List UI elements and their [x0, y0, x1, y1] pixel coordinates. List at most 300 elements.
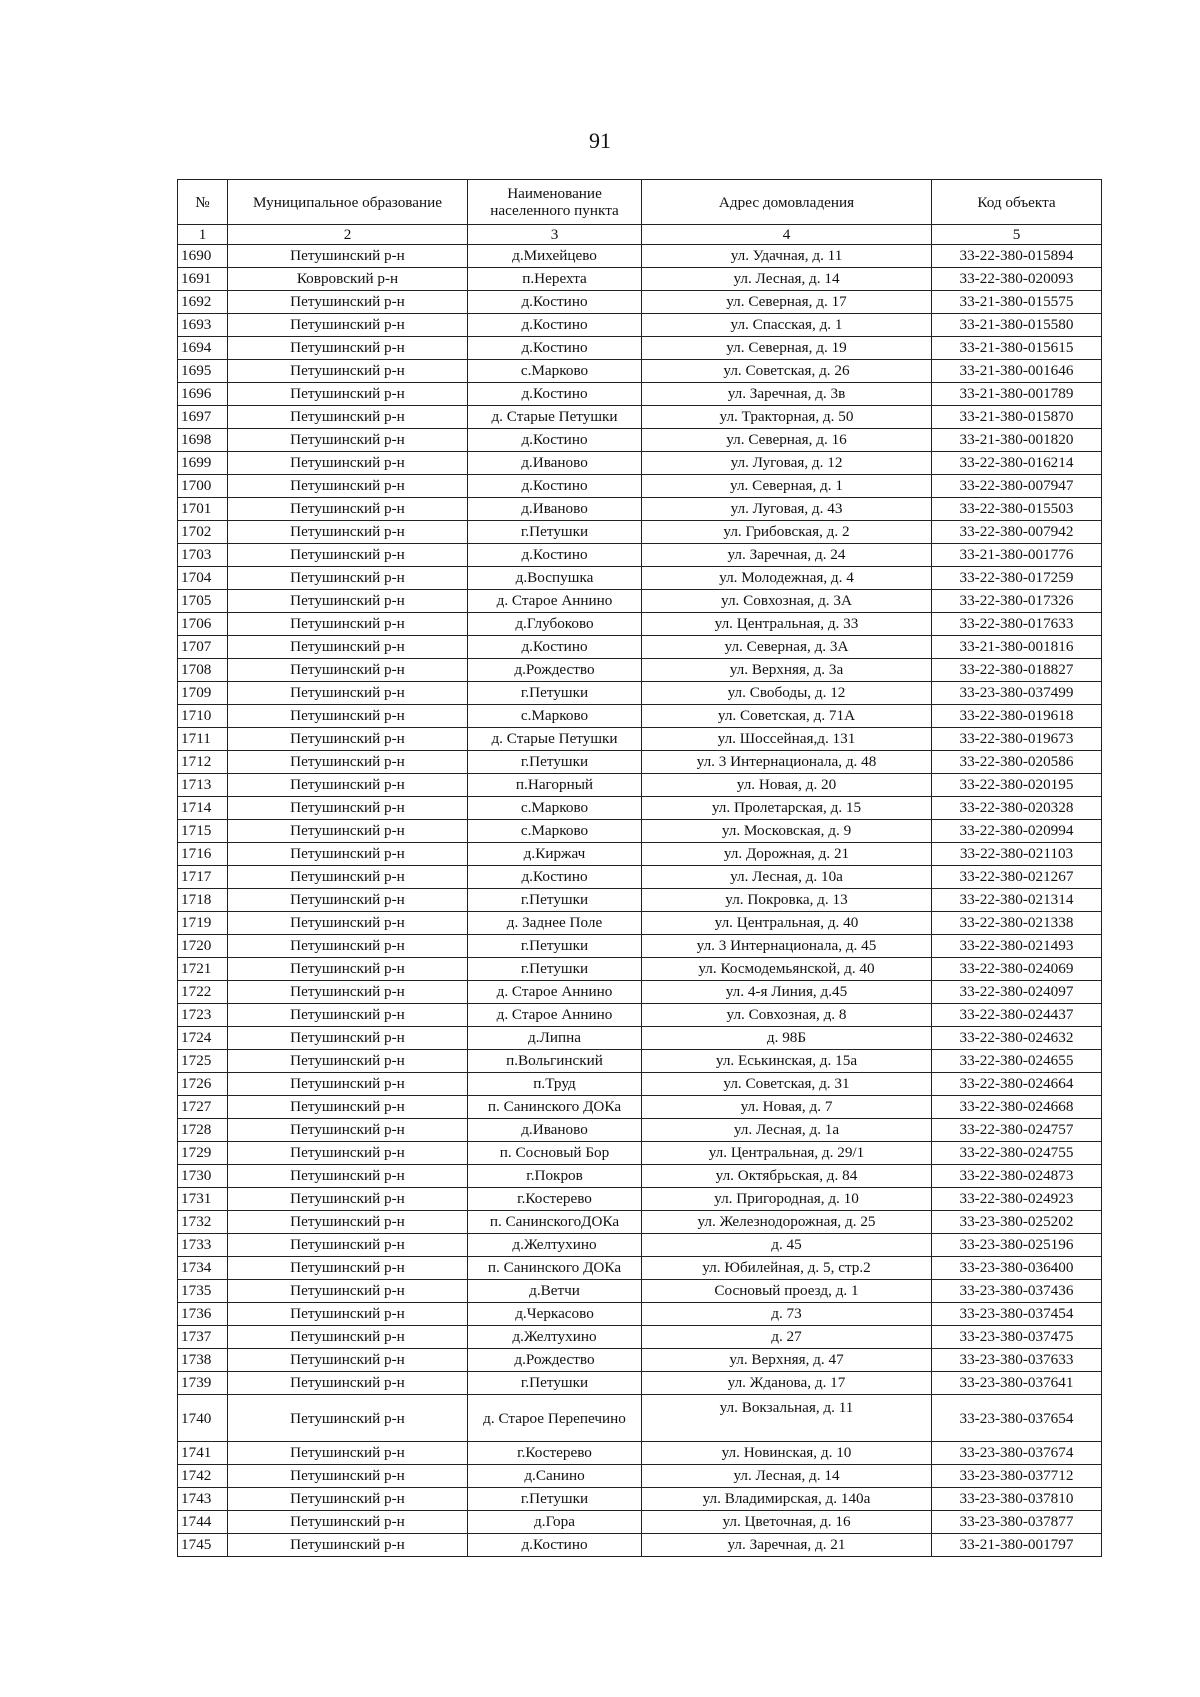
object-code-cell: 33-22-380-024632	[932, 1027, 1102, 1050]
row-number-cell: 1693	[178, 314, 228, 337]
settlement-cell: д. Старое Аннино	[468, 1004, 642, 1027]
municipality-cell: Петушинский р-н	[228, 912, 468, 935]
object-code-cell: 33-23-380-037877	[932, 1511, 1102, 1534]
municipality-cell: Петушинский р-н	[228, 291, 468, 314]
table-row	[178, 1004, 1102, 1027]
header-object-code: Код объекта	[932, 180, 1102, 225]
municipality-cell: Петушинский р-н	[228, 245, 468, 268]
municipality-cell: Петушинский р-н	[228, 567, 468, 590]
settlement-cell: д.Иваново	[468, 498, 642, 521]
address-cell: ул. Пролетарская, д. 15	[642, 797, 932, 820]
row-number-cell: 1745	[178, 1534, 228, 1557]
object-code-cell: 33-22-380-015894	[932, 245, 1102, 268]
table-row	[178, 1534, 1102, 1557]
address-cell: ул. Заречная, д. 21	[642, 1534, 932, 1557]
object-code-cell: 33-22-380-021314	[932, 889, 1102, 912]
object-code-cell: 33-22-380-024097	[932, 981, 1102, 1004]
row-number-cell: 1726	[178, 1073, 228, 1096]
address-cell: д. 98Б	[642, 1027, 932, 1050]
row-number-cell: 1696	[178, 383, 228, 406]
municipality-cell: Петушинский р-н	[228, 383, 468, 406]
row-number-cell: 1719	[178, 912, 228, 935]
municipality-cell: Петушинский р-н	[228, 1211, 468, 1234]
address-cell: ул. Луговая, д. 43	[642, 498, 932, 521]
settlement-cell: д. Старые Петушки	[468, 728, 642, 751]
municipality-cell: Петушинский р-н	[228, 475, 468, 498]
row-number-cell: 1718	[178, 889, 228, 912]
address-cell: ул. Совхозная, д. 3А	[642, 590, 932, 613]
municipality-cell: Петушинский р-н	[228, 1004, 468, 1027]
table-row	[178, 912, 1102, 935]
municipality-cell: Петушинский р-н	[228, 521, 468, 544]
row-number-cell: 1722	[178, 981, 228, 1004]
row-number-cell: 1710	[178, 705, 228, 728]
object-code-cell: 33-22-380-007947	[932, 475, 1102, 498]
settlement-cell: д.Костино	[468, 314, 642, 337]
table-row	[178, 1349, 1102, 1372]
settlement-cell: г.Костерево	[468, 1442, 642, 1465]
table-row	[178, 268, 1102, 291]
table-row	[178, 590, 1102, 613]
municipality-cell: Петушинский р-н	[228, 1280, 468, 1303]
address-cell: ул. Северная, д. 1	[642, 475, 932, 498]
row-number-cell: 1705	[178, 590, 228, 613]
municipality-cell: Петушинский р-н	[228, 1257, 468, 1280]
municipality-cell: Петушинский р-н	[228, 613, 468, 636]
settlement-cell: с.Марково	[468, 820, 642, 843]
object-code-cell: 33-23-380-037674	[932, 1442, 1102, 1465]
municipality-cell: Петушинский р-н	[228, 1050, 468, 1073]
column-number: 3	[468, 225, 642, 245]
address-cell: ул. Пригородная, д. 10	[642, 1188, 932, 1211]
address-cell: ул. Центральная, д. 29/1	[642, 1142, 932, 1165]
address-cell: ул. Тракторная, д. 50	[642, 406, 932, 429]
settlement-cell: г.Петушки	[468, 682, 642, 705]
row-number-cell: 1720	[178, 935, 228, 958]
row-number-cell: 1725	[178, 1050, 228, 1073]
row-number-cell: 1691	[178, 268, 228, 291]
settlement-cell: д.Липна	[468, 1027, 642, 1050]
address-cell: ул. Железнодорожная, д. 25	[642, 1211, 932, 1234]
settlement-cell: с.Марково	[468, 360, 642, 383]
column-number: 2	[228, 225, 468, 245]
municipality-cell: Ковровский р-н	[228, 268, 468, 291]
address-cell: ул. Новая, д. 20	[642, 774, 932, 797]
settlement-cell: п. Сосновый Бор	[468, 1142, 642, 1165]
municipality-cell: Петушинский р-н	[228, 981, 468, 1004]
row-number-cell: 1701	[178, 498, 228, 521]
table-row	[178, 1326, 1102, 1349]
object-code-cell: 33-23-380-025196	[932, 1234, 1102, 1257]
address-cell: ул. Цветочная, д. 16	[642, 1511, 932, 1534]
settlement-cell: д. Заднее Поле	[468, 912, 642, 935]
municipality-cell: Петушинский р-н	[228, 1188, 468, 1211]
address-cell: ул. Вокзальная, д. 11	[642, 1395, 932, 1442]
table-row	[178, 1511, 1102, 1534]
table-row	[178, 245, 1102, 268]
object-code-cell: 33-22-380-015503	[932, 498, 1102, 521]
municipality-cell: Петушинский р-н	[228, 935, 468, 958]
address-cell: ул. Лесная, д. 14	[642, 1465, 932, 1488]
object-code-cell: 33-23-380-037475	[932, 1326, 1102, 1349]
row-number-cell: 1737	[178, 1326, 228, 1349]
row-number-cell: 1733	[178, 1234, 228, 1257]
municipality-cell: Петушинский р-н	[228, 1027, 468, 1050]
table-row	[178, 1280, 1102, 1303]
municipality-cell: Петушинский р-н	[228, 1303, 468, 1326]
object-code-cell: 33-21-380-015870	[932, 406, 1102, 429]
object-code-cell: 33-23-380-025202	[932, 1211, 1102, 1234]
object-code-cell: 33-23-380-037633	[932, 1349, 1102, 1372]
table-row	[178, 544, 1102, 567]
table-row	[178, 1372, 1102, 1395]
object-code-cell: 33-22-380-016214	[932, 452, 1102, 475]
object-code-cell: 33-22-380-018827	[932, 659, 1102, 682]
column-number: 4	[642, 225, 932, 245]
row-number-cell: 1703	[178, 544, 228, 567]
row-number-cell: 1729	[178, 1142, 228, 1165]
table-row	[178, 935, 1102, 958]
row-number-cell: 1714	[178, 797, 228, 820]
address-cell: ул. Центральная, д. 40	[642, 912, 932, 935]
address-cell: ул. Новая, д. 7	[642, 1096, 932, 1119]
object-code-cell: 33-23-380-036400	[932, 1257, 1102, 1280]
header-number: №	[178, 180, 228, 225]
row-number-cell: 1695	[178, 360, 228, 383]
object-code-cell: 33-23-380-037454	[932, 1303, 1102, 1326]
table-row	[178, 1211, 1102, 1234]
object-code-cell: 33-22-380-021493	[932, 935, 1102, 958]
row-number-cell: 1699	[178, 452, 228, 475]
object-code-cell: 33-22-380-021267	[932, 866, 1102, 889]
settlement-cell: д.Желтухино	[468, 1234, 642, 1257]
settlement-cell: п.Труд	[468, 1073, 642, 1096]
table-row	[178, 337, 1102, 360]
address-cell: ул. Северная, д. 16	[642, 429, 932, 452]
object-code-cell: 33-23-380-037641	[932, 1372, 1102, 1395]
address-cell: д. 27	[642, 1326, 932, 1349]
table-body	[178, 245, 1102, 1557]
address-cell: ул. Лесная, д. 1а	[642, 1119, 932, 1142]
table-row	[178, 682, 1102, 705]
row-number-cell: 1727	[178, 1096, 228, 1119]
row-number-cell: 1708	[178, 659, 228, 682]
column-number: 5	[932, 225, 1102, 245]
object-code-cell: 33-22-380-020586	[932, 751, 1102, 774]
settlement-cell: д.Рождество	[468, 1349, 642, 1372]
address-cell: ул. Владимирская, д. 140а	[642, 1488, 932, 1511]
settlement-cell: д.Михейцево	[468, 245, 642, 268]
municipality-cell: Петушинский р-н	[228, 1372, 468, 1395]
address-cell: ул. 3 Интернационала, д. 48	[642, 751, 932, 774]
object-code-cell: 33-23-380-037810	[932, 1488, 1102, 1511]
settlement-cell: п.Нерехта	[468, 268, 642, 291]
municipality-cell: Петушинский р-н	[228, 1511, 468, 1534]
address-cell: ул. 4-я Линия, д.45	[642, 981, 932, 1004]
address-cell: ул. Северная, д. 19	[642, 337, 932, 360]
page-number: 91	[589, 128, 611, 153]
row-number-cell: 1735	[178, 1280, 228, 1303]
address-cell: ул. Советская, д. 26	[642, 360, 932, 383]
object-code-cell: 33-22-380-020195	[932, 774, 1102, 797]
municipality-cell: Петушинский р-н	[228, 659, 468, 682]
municipality-cell: Петушинский р-н	[228, 889, 468, 912]
row-number-cell: 1724	[178, 1027, 228, 1050]
settlement-cell: п. СанинскогоДОКа	[468, 1211, 642, 1234]
address-cell: ул. Лесная, д. 10а	[642, 866, 932, 889]
municipality-cell: Петушинский р-н	[228, 1326, 468, 1349]
settlement-cell: г.Петушки	[468, 521, 642, 544]
settlement-cell: д.Костино	[468, 429, 642, 452]
municipality-cell: Петушинский р-н	[228, 682, 468, 705]
municipality-cell: Петушинский р-н	[228, 406, 468, 429]
address-cell: ул. Свободы, д. 12	[642, 682, 932, 705]
object-code-cell: 33-21-380-001776	[932, 544, 1102, 567]
settlement-cell: г.Костерево	[468, 1188, 642, 1211]
table-row	[178, 1257, 1102, 1280]
object-code-cell: 33-22-380-021338	[932, 912, 1102, 935]
settlement-cell: д.Костино	[468, 475, 642, 498]
object-code-cell: 33-22-380-024664	[932, 1073, 1102, 1096]
settlement-cell: г.Петушки	[468, 958, 642, 981]
table-row	[178, 1465, 1102, 1488]
object-code-cell: 33-22-380-024668	[932, 1096, 1102, 1119]
object-code-cell: 33-23-380-037499	[932, 682, 1102, 705]
municipality-cell: Петушинский р-н	[228, 1465, 468, 1488]
settlement-cell: д.Иваново	[468, 452, 642, 475]
address-cell: ул. Молодежная, д. 4	[642, 567, 932, 590]
settlement-cell: д. Старые Петушки	[468, 406, 642, 429]
address-cell: ул. Северная, д. 3А	[642, 636, 932, 659]
table-row	[178, 843, 1102, 866]
table-row	[178, 889, 1102, 912]
municipality-cell: Петушинский р-н	[228, 797, 468, 820]
address-cell: ул. Верхняя, д. 3а	[642, 659, 932, 682]
object-code-cell: 33-22-380-024069	[932, 958, 1102, 981]
settlement-cell: д.Рождество	[468, 659, 642, 682]
column-number-row	[178, 225, 1102, 245]
row-number-cell: 1707	[178, 636, 228, 659]
row-number-cell: 1697	[178, 406, 228, 429]
row-number-cell: 1723	[178, 1004, 228, 1027]
row-number-cell: 1692	[178, 291, 228, 314]
table-row	[178, 636, 1102, 659]
settlement-cell: д. Старое Аннино	[468, 590, 642, 613]
municipality-cell: Петушинский р-н	[228, 337, 468, 360]
object-code-cell: 33-22-380-024655	[932, 1050, 1102, 1073]
object-code-cell: 33-22-380-019618	[932, 705, 1102, 728]
address-registry-table	[177, 179, 1102, 1557]
table-row	[178, 1073, 1102, 1096]
table-row	[178, 1050, 1102, 1073]
settlement-cell: п.Нагорный	[468, 774, 642, 797]
table-row	[178, 705, 1102, 728]
settlement-cell: д. Старое Аннино	[468, 981, 642, 1004]
object-code-cell: 33-21-380-001789	[932, 383, 1102, 406]
row-number-cell: 1702	[178, 521, 228, 544]
municipality-cell: Петушинский р-н	[228, 1142, 468, 1165]
row-number-cell: 1744	[178, 1511, 228, 1534]
header-municipality: Муниципальное образование	[228, 180, 468, 225]
object-code-cell: 33-21-380-001820	[932, 429, 1102, 452]
object-code-cell: 33-22-380-024923	[932, 1188, 1102, 1211]
municipality-cell: Петушинский р-н	[228, 1165, 468, 1188]
table-row	[178, 452, 1102, 475]
table-row	[178, 1234, 1102, 1257]
settlement-cell: д.Костино	[468, 544, 642, 567]
table-row	[178, 797, 1102, 820]
object-code-cell: 33-21-380-001646	[932, 360, 1102, 383]
municipality-cell: Петушинский р-н	[228, 1395, 468, 1442]
address-cell: ул. Верхняя, д. 47	[642, 1349, 932, 1372]
object-code-cell: 33-22-380-017326	[932, 590, 1102, 613]
address-cell: ул. Заречная, д. 3в	[642, 383, 932, 406]
municipality-cell: Петушинский р-н	[228, 314, 468, 337]
settlement-cell: д.Глубоково	[468, 613, 642, 636]
row-number-cell: 1736	[178, 1303, 228, 1326]
settlement-cell: д.Костино	[468, 337, 642, 360]
address-cell: ул. Центральная, д. 33	[642, 613, 932, 636]
table-header-row	[178, 180, 1102, 225]
table-row	[178, 383, 1102, 406]
row-number-cell: 1730	[178, 1165, 228, 1188]
address-cell: д. 45	[642, 1234, 932, 1257]
municipality-cell: Петушинский р-н	[228, 1534, 468, 1557]
row-number-cell: 1698	[178, 429, 228, 452]
table-row	[178, 774, 1102, 797]
row-number-cell: 1734	[178, 1257, 228, 1280]
table-row	[178, 429, 1102, 452]
settlement-cell: д.Ветчи	[468, 1280, 642, 1303]
table-row	[178, 866, 1102, 889]
municipality-cell: Петушинский р-н	[228, 1442, 468, 1465]
table-row	[178, 728, 1102, 751]
row-number-cell: 1709	[178, 682, 228, 705]
municipality-cell: Петушинский р-н	[228, 774, 468, 797]
object-code-cell: 33-21-380-015575	[932, 291, 1102, 314]
object-code-cell: 33-22-380-007942	[932, 521, 1102, 544]
settlement-cell: п.Вольгинский	[468, 1050, 642, 1073]
municipality-cell: Петушинский р-н	[228, 544, 468, 567]
table-row	[178, 498, 1102, 521]
table-row	[178, 1165, 1102, 1188]
row-number-cell: 1712	[178, 751, 228, 774]
address-cell: ул. Еськинская, д. 15а	[642, 1050, 932, 1073]
address-cell: ул. Луговая, д. 12	[642, 452, 932, 475]
row-number-cell: 1713	[178, 774, 228, 797]
address-cell: ул. Октябрьская, д. 84	[642, 1165, 932, 1188]
object-code-cell: 33-22-380-021103	[932, 843, 1102, 866]
address-cell: ул. Покровка, д. 13	[642, 889, 932, 912]
settlement-cell: с.Марково	[468, 797, 642, 820]
municipality-cell: Петушинский р-н	[228, 751, 468, 774]
row-number-cell: 1690	[178, 245, 228, 268]
settlement-cell: г.Петушки	[468, 935, 642, 958]
settlement-cell: г.Петушки	[468, 1372, 642, 1395]
municipality-cell: Петушинский р-н	[228, 843, 468, 866]
address-cell: ул. Советская, д. 31	[642, 1073, 932, 1096]
municipality-cell: Петушинский р-н	[228, 728, 468, 751]
header-address: Адрес домовладения	[642, 180, 932, 225]
table-row	[178, 1027, 1102, 1050]
address-cell: ул. Спасская, д. 1	[642, 314, 932, 337]
row-number-cell: 1743	[178, 1488, 228, 1511]
row-number-cell: 1728	[178, 1119, 228, 1142]
table-row	[178, 314, 1102, 337]
row-number-cell: 1738	[178, 1349, 228, 1372]
settlement-cell: д.Желтухино	[468, 1326, 642, 1349]
address-cell: ул. Дорожная, д. 21	[642, 843, 932, 866]
address-cell: ул. Заречная, д. 24	[642, 544, 932, 567]
object-code-cell: 33-22-380-020328	[932, 797, 1102, 820]
table-row	[178, 1395, 1102, 1442]
object-code-cell: 33-22-380-020093	[932, 268, 1102, 291]
object-code-cell: 33-21-380-001816	[932, 636, 1102, 659]
object-code-cell: 33-22-380-024757	[932, 1119, 1102, 1142]
table-row	[178, 981, 1102, 1004]
object-code-cell: 33-22-380-020994	[932, 820, 1102, 843]
settlement-cell: с.Марково	[468, 705, 642, 728]
row-number-cell: 1704	[178, 567, 228, 590]
object-code-cell: 33-22-380-019673	[932, 728, 1102, 751]
settlement-cell: д.Костино	[468, 291, 642, 314]
address-cell: ул. Космодемьянской, д. 40	[642, 958, 932, 981]
object-code-cell: 33-21-380-015580	[932, 314, 1102, 337]
object-code-cell: 33-23-380-037654	[932, 1395, 1102, 1442]
table-row	[178, 475, 1102, 498]
municipality-cell: Петушинский р-н	[228, 958, 468, 981]
table-row	[178, 613, 1102, 636]
municipality-cell: Петушинский р-н	[228, 360, 468, 383]
settlement-cell: д.Костино	[468, 383, 642, 406]
object-code-cell: 33-23-380-037436	[932, 1280, 1102, 1303]
municipality-cell: Петушинский р-н	[228, 590, 468, 613]
table-row	[178, 1303, 1102, 1326]
row-number-cell: 1706	[178, 613, 228, 636]
table-row	[178, 820, 1102, 843]
address-cell: ул. Московская, д. 9	[642, 820, 932, 843]
row-number-cell: 1741	[178, 1442, 228, 1465]
municipality-cell: Петушинский р-н	[228, 636, 468, 659]
municipality-cell: Петушинский р-н	[228, 866, 468, 889]
settlement-cell: д.Иваново	[468, 1119, 642, 1142]
municipality-cell: Петушинский р-н	[228, 498, 468, 521]
row-number-cell: 1721	[178, 958, 228, 981]
object-code-cell: 33-22-380-017633	[932, 613, 1102, 636]
settlement-cell: д.Киржач	[468, 843, 642, 866]
row-number-cell: 1694	[178, 337, 228, 360]
table-row	[178, 1488, 1102, 1511]
object-code-cell: 33-21-380-015615	[932, 337, 1102, 360]
row-number-cell: 1742	[178, 1465, 228, 1488]
table-row	[178, 1096, 1102, 1119]
settlement-cell: д.Черкасово	[468, 1303, 642, 1326]
address-cell: ул. Северная, д. 17	[642, 291, 932, 314]
column-number: 1	[178, 225, 228, 245]
header-settlement: Наименование населенного пункта	[468, 180, 642, 225]
municipality-cell: Петушинский р-н	[228, 1073, 468, 1096]
address-cell: ул. Удачная, д. 11	[642, 245, 932, 268]
object-code-cell: 33-23-380-037712	[932, 1465, 1102, 1488]
object-code-cell: 33-22-380-024755	[932, 1142, 1102, 1165]
address-cell: д. 73	[642, 1303, 932, 1326]
table-row	[178, 406, 1102, 429]
municipality-cell: Петушинский р-н	[228, 705, 468, 728]
settlement-cell: г.Петушки	[468, 889, 642, 912]
row-number-cell: 1739	[178, 1372, 228, 1395]
table-row	[178, 659, 1102, 682]
object-code-cell: 33-22-380-017259	[932, 567, 1102, 590]
